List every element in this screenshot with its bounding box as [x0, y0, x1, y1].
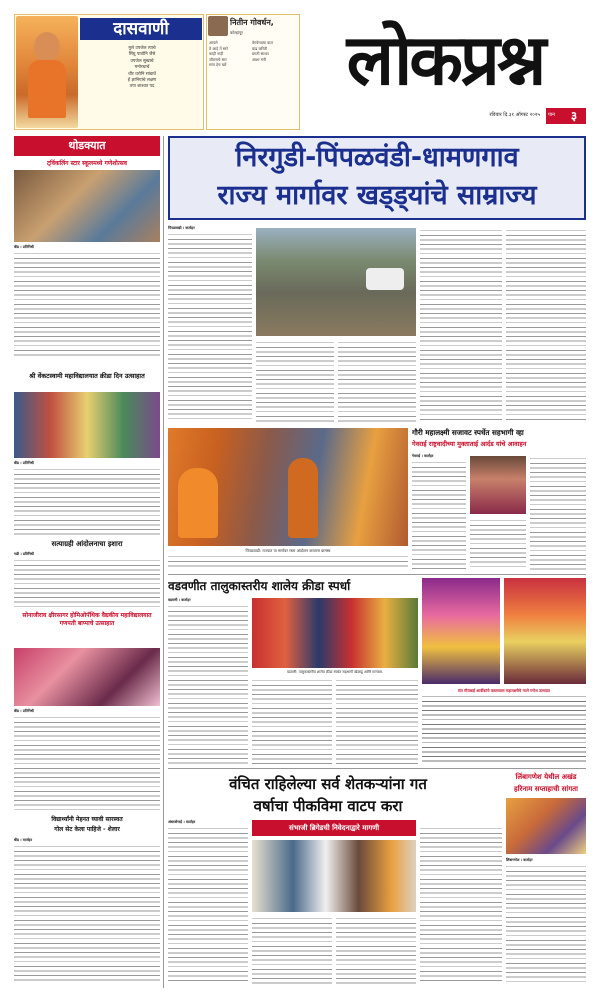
left-story-1-dateline: बीड । प्रतिनिधी	[14, 245, 34, 249]
mahalakshmi-caption: संत मीराबाई आर्वीकांचे वास्तव्यास महालक्ष्मीचे नयने गणेश उत्सवात	[458, 688, 550, 693]
left-story-5-body	[14, 844, 160, 984]
crop-title-2: वर्षाचा पीकविमा वाटप करा	[253, 797, 403, 815]
left-story-1-title: ट्विंकलिंग स्टार स्कूलमध्ये गणेशोत्सव	[47, 160, 127, 167]
harinam-body	[506, 864, 586, 984]
lead-body-col-5	[506, 228, 586, 422]
sports-body-col-1	[168, 604, 248, 764]
left-story-4-dateline: बीड । प्रतिनिधी	[14, 709, 34, 713]
lead-body-col-2	[256, 340, 334, 422]
left-story-1-body	[14, 251, 160, 359]
crop-body-col-2	[252, 916, 332, 984]
left-story-3-title: सत्याग्रही आंदोलनाचा इशारा	[51, 540, 123, 548]
quote-text-2: वेगवेगळ्या वाटा वाढ करिती प्रगती साधत आशा मनी	[252, 40, 274, 62]
sports-dateline: वडवणी । वार्ताहर	[168, 598, 191, 602]
left-story-5-title-2: गोल सेट केला पाहिजे - शेलार	[54, 826, 120, 833]
crop-group-photo	[252, 840, 416, 912]
left-story-2-dateline: बीड । प्रतिनिधी	[14, 461, 34, 465]
crop-banner-text: संभाजी ब्रिगेडची निवेदनाद्वारे मागणी	[288, 824, 380, 832]
harinam-title-2: हरिनाम सप्ताहाची सांगता	[514, 785, 578, 793]
dasvani-verse: मुले उपजेल त्याचे सिंधु पावोनि जैसे उपजेल सुखाचे मनोरथाचें धीर धरोनि सांडावें हें ज्ञानियांचे लक्षण तया शाश्वत पद	[127, 46, 157, 90]
protest-caption-2	[168, 554, 408, 568]
dasvani-title: दासवाणी	[80, 18, 202, 40]
harinam-photo	[506, 798, 586, 854]
left-story-5-title: विद्यार्थ्यांनी मेहनत घ्यावी सारस्वत	[51, 816, 123, 823]
page-number: ३	[570, 109, 578, 123]
sports-caption: वडवणी: तालुकास्तरीय शालेय क्रीडा स्पर्धेत सहभागी खेळाडू आणि मान्यवर.	[286, 670, 384, 674]
gauri-title-1: गौरी महालक्ष्मी सजावट स्पर्धेत सहभागी व्हा	[412, 428, 524, 437]
mahalakshmi-photo-2	[504, 578, 586, 684]
sports-body-col-2	[252, 678, 332, 764]
quote-place: कोल्हापूर	[230, 30, 243, 35]
left-story-2-photo	[14, 392, 160, 458]
crop-body-col-4	[420, 826, 502, 984]
left-story-5-dateline: बीड । वार्ताहर	[14, 838, 33, 842]
left-story-4-title: सोनाजीराव क्षीरसागर होमिओपॅथिक वैद्यकीय महाविद्यालयात गणपती बाप्पाचे उत्साहात	[22, 612, 152, 628]
quote-author-photo	[208, 16, 228, 36]
left-story-4-photo	[14, 648, 160, 706]
saint-portrait	[16, 16, 78, 128]
left-story-2-body	[14, 467, 160, 535]
lead-headline-1: निरगुडी-पिंपळवंडी-धामणगाव	[235, 142, 519, 173]
left-story-3-dateline: गढी । प्रतिनिधी	[14, 552, 34, 556]
lead-dateline: पिंपळवाडी । वार्ताहर	[168, 226, 195, 230]
gauri-body-col-1	[412, 460, 466, 570]
page-label: पान	[548, 112, 555, 118]
protest-photo	[168, 428, 408, 546]
column-divider	[163, 136, 164, 988]
quote-text: आपले ते आहे तें सारे काही नाही जीवनाचे सार सत्य हेच खरें	[209, 40, 228, 68]
gauri-body-col-3	[530, 456, 586, 570]
left-story-1-photo	[14, 170, 160, 242]
left-col-header-text: थोडक्यात	[68, 139, 106, 152]
mahalakshmi-photo-1	[422, 578, 500, 684]
left-story-2-title: श्री वेंकटस्वामी महाविद्यालयात क्रीडा दिन उत्साहात	[29, 372, 145, 380]
gauri-portrait	[470, 456, 526, 514]
lead-body-col-1	[168, 232, 252, 422]
gauri-dateline: गेवराई । वार्ताहर	[412, 454, 434, 458]
sports-body-col-3	[336, 678, 418, 764]
mahalakshmi-caption-body	[422, 694, 586, 764]
quote-author: नितीन गोवर्धन,	[230, 18, 274, 27]
sports-rule	[168, 574, 586, 575]
lead-body-col-3	[338, 340, 416, 422]
harinam-dateline: लिंबागणेश । वार्ताहर	[506, 858, 533, 862]
crop-body-col-3	[336, 916, 416, 984]
issue-date: रविवार दि.३१ ऑगस्ट २०२५	[489, 112, 540, 118]
crop-dateline: अंबाजोगाई । वार्ताहर	[168, 820, 196, 824]
newspaper-logo: लोकप्रश्न	[346, 18, 544, 101]
lead-body-col-4	[420, 228, 502, 422]
gauri-body-col-2	[470, 518, 526, 570]
left-story-3-body	[14, 558, 160, 610]
harinam-title-1: लिंबागणेश येथील अखंड	[515, 773, 577, 781]
crop-body-col-1	[168, 826, 248, 984]
left-story-4-body	[14, 715, 160, 811]
sports-title: वडवणीत तालुकास्तरीय शालेय क्रीडा स्पर्धा	[168, 579, 351, 593]
lead-road-photo	[256, 228, 416, 336]
protest-caption: पिंपळवाडी: राज्यात या मार्गावर रस्ता आंदोलन करताना ग्रामस्थ	[245, 548, 331, 553]
crop-title-1: वंचित राहिलेल्या सर्व शेतकऱ्यांना गत	[229, 775, 427, 793]
crop-rule	[168, 768, 586, 769]
lead-headline-2: राज्य मार्गावर खड्ड्यांचे साम्राज्य	[217, 180, 537, 211]
sports-team-photo	[252, 598, 418, 668]
gauri-title-2: गेवराई राष्ट्रवादीच्या मुक्ताताई आर्दड यांचे आवाहन	[412, 440, 527, 448]
